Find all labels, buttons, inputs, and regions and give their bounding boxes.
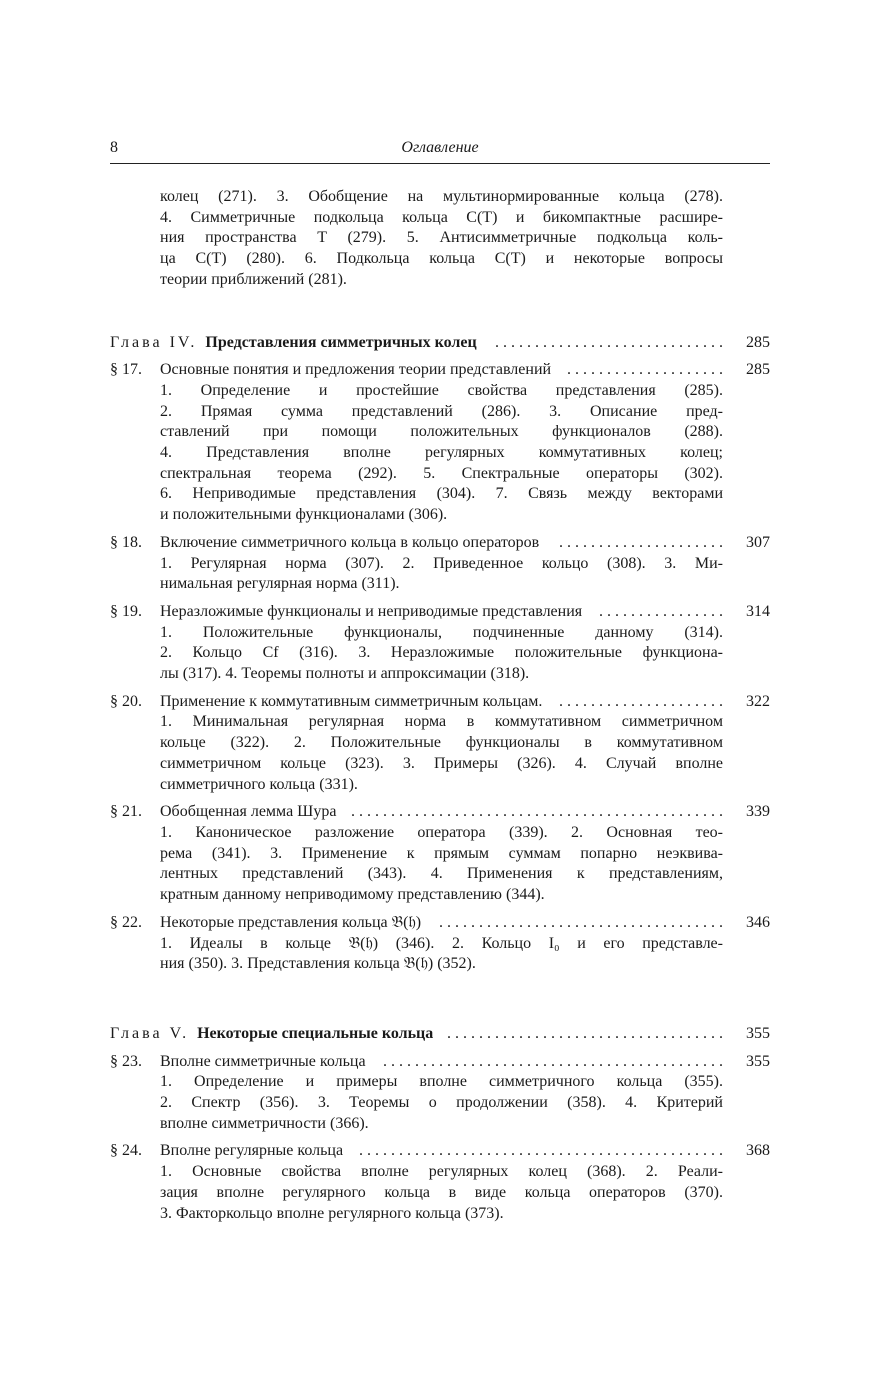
page-number: 8 (110, 139, 118, 156)
description-line: ставлений при помощи положительных функционалов (288). (160, 423, 723, 441)
description-line: 2. Спектр (356). 3. Теоремы о продолжении (358). 4. Критерий (160, 1094, 723, 1112)
description-line: 1. Положительные функционалы, подчиненные данному (314). (160, 623, 723, 641)
toc-section (110, 1141, 770, 1224)
chapter-heading (110, 1024, 770, 1045)
section-number: § 23. (110, 1052, 142, 1070)
description-line: 1. Регулярная норма (307). 2. Приведенное кольцо (308). 3. Ми- (160, 554, 723, 572)
description-line: спектральная теорема (292). 5. Спектральные операторы (302). (160, 464, 723, 482)
description-line: 1. Определение и простейшие свойства представления (285). (160, 381, 723, 399)
toc-section (110, 360, 770, 526)
chapter-title (110, 1024, 437, 1045)
section-number: § 22. (110, 913, 142, 931)
chapter-label: Глава IV. (110, 333, 198, 351)
page-ref: 346 (746, 913, 770, 931)
chapters (110, 291, 770, 1225)
section-number: § 20. (110, 692, 142, 710)
page-ref: 307 (746, 533, 770, 551)
toc-section (110, 602, 770, 685)
section-title-cell (160, 1141, 723, 1162)
leader-dots: . . . . . . . . . . . . . . . . . . . . . . . . . . . . . . . . . . . (447, 1024, 723, 1042)
section-heading (110, 360, 770, 381)
section-heading (110, 913, 770, 934)
section-title: Некоторые представления кольца 𝔅(𝔥) (160, 913, 422, 931)
section-title-cell (160, 802, 723, 823)
spacer (110, 291, 770, 333)
leader-dots: . . . . . . . . . . . . . . . . . . . . . . . . . . . . . . . . . . . . . . . . . . . . . . (359, 1142, 723, 1160)
leader-dots: . . . . . . . . . . . . . . . . . . . . . (559, 533, 723, 551)
section-title: Неразложимые функционалы и неприводимые представления (160, 602, 583, 620)
page-ref: 322 (746, 692, 770, 710)
description-line: 4. Представления вполне регулярных коммутативных колец; (160, 444, 723, 462)
chapter-title (110, 333, 481, 354)
description-line: 1. Каноническое разложение оператора (339). 2. Основная тео- (160, 823, 723, 841)
description-line: теории приближений (281). (160, 270, 347, 288)
section-heading (110, 692, 770, 713)
description-line: рема (341). 3. Применение к прямым суммам попарно неэквива- (160, 844, 723, 862)
description-line: симметричного кольца (331). (160, 775, 358, 793)
page-ref: 355 (746, 1024, 770, 1042)
section-heading (110, 533, 770, 554)
section-heading (110, 802, 770, 823)
running-title: Оглавление (401, 139, 479, 156)
page-ref: 339 (746, 803, 770, 821)
toc-section (110, 802, 770, 906)
description-line: колец (271). 3. Обобщение на мультинормированные кольца (278). (160, 188, 723, 205)
leader-dots: . . . . . . . . . . . . . . . . . . . . . . . . . . . . . . . . . . . . (439, 913, 723, 931)
chapter-title-cell (110, 333, 723, 354)
leader-dots: . . . . . . . . . . . . . . . . . . . . . . . . . . . . . (495, 333, 723, 351)
section-number: § 24. (110, 1142, 142, 1160)
section-title: Применение к коммутативным симметричным кольцам. (160, 692, 543, 710)
description-line: кратным данному неприводимому представлению (344). (160, 886, 545, 904)
section-title: Включение симметричного кольца в кольцо операторов (160, 533, 540, 551)
description-line: и положительными функционалами (306). (160, 506, 448, 524)
page-ref: 285 (746, 333, 770, 351)
page-ref: 285 (746, 361, 770, 379)
section-heading (110, 1141, 770, 1162)
section-title-cell (160, 360, 723, 381)
description-line: 3. Факторкольцо вполне регулярного кольца (373). (160, 1204, 504, 1222)
continued-description (110, 187, 770, 291)
section-title-cell (160, 1052, 723, 1073)
page-ref: 355 (746, 1052, 770, 1070)
description-line: ца C(T) (280). 6. Подкольца кольца C(T) и некоторые вопросы (160, 250, 723, 268)
page-ref: 314 (746, 602, 770, 620)
spacer (110, 982, 770, 1024)
leader-dots: . . . . . . . . . . . . . . . . . . . . . (559, 692, 723, 710)
description-line: симметричном кольце (323). 3. Примеры (326). 4. Случай вполне (160, 754, 723, 772)
description-line: ния (350). 3. Представления кольца 𝔅(𝔥) (352). (160, 955, 476, 973)
description-line: кольце (322). 2. Положительные функционалы в коммутативном (160, 734, 723, 752)
description-line: лентных представлений (343). 4. Применения к представлениям, (160, 865, 723, 883)
section-title-cell (160, 533, 723, 554)
leader-dots: . . . . . . . . . . . . . . . . (599, 602, 723, 620)
description-line: 6. Неприводимые представления (304). 7. Связь между векторами (160, 485, 723, 503)
page-ref: 368 (746, 1142, 770, 1160)
section-title: Обобщенная лемма Шура (160, 803, 337, 821)
section-title-cell (160, 913, 723, 934)
description-line: зация вполне регулярного кольца в виде кольца операторов (370). (160, 1183, 723, 1201)
description-line: вполне симметричности (366). (160, 1114, 369, 1132)
section-title-cell (160, 602, 723, 623)
section-heading (110, 1052, 770, 1073)
toc-section (110, 1052, 770, 1135)
chapter-name: Представления симметричных колец (205, 333, 477, 351)
description-line: 2. Прямая сумма представлений (286). 3. Описание пред- (160, 402, 723, 420)
section-number: § 19. (110, 602, 142, 620)
description-line: 4. Симметричные подкольца кольца C(T) и бикомпактные расшире- (160, 208, 723, 226)
section-number: § 21. (110, 803, 142, 821)
leader-dots: . . . . . . . . . . . . . . . . . . . . (567, 361, 723, 379)
description-line: 1. Основные свойства вполне регулярных колец (368). 2. Реали- (160, 1163, 723, 1181)
section-number: § 17. (110, 361, 142, 379)
description-line: 1. Определение и примеры вполне симметричного кольца (355). (160, 1073, 723, 1091)
description-line: 1. Минимальная регулярная норма в коммутативном симметричном (160, 713, 723, 731)
section-title: Основные понятия и предложения теории представлений (160, 361, 552, 379)
running-header (110, 139, 770, 164)
chapter-title-cell (110, 1024, 723, 1045)
chapter-label: Глава V. (110, 1024, 190, 1042)
section-title-cell (160, 692, 723, 713)
toc-section (110, 692, 770, 796)
description-line: 2. Кольцо Cf (316). 3. Неразложимые положительные функциона- (160, 644, 723, 662)
leader-dots: . . . . . . . . . . . . . . . . . . . . . . . . . . . . . . . . . . . . . . . . . . . . . . . (351, 803, 723, 821)
section-number: § 18. (110, 533, 142, 551)
table-of-contents (110, 187, 770, 1231)
description-line: лы (317). 4. Теоремы полноты и аппроксимации (318). (160, 665, 530, 683)
toc-section (110, 913, 770, 975)
description-line: нимальная регулярная норма (311). (160, 575, 400, 593)
chapter-heading (110, 333, 770, 354)
toc-section (110, 533, 770, 595)
leader-dots: . . . . . . . . . . . . . . . . . . . . . . . . . . . . . . . . . . . . . . . . . . . (383, 1052, 723, 1070)
section-title: Вполне симметричные кольца (160, 1052, 366, 1070)
description-line: ния пространства T (279). 5. Антисимметричные подкольца коль- (160, 229, 723, 247)
chapter-name: Некоторые специальные кольца (197, 1024, 434, 1042)
section-title: Вполне регулярные кольца (160, 1142, 344, 1160)
section-heading (110, 602, 770, 623)
description-line: 1. Идеалы в кольце 𝔅(𝔥) (346). 2. Кольцо I₀ и его представле- (160, 934, 723, 952)
